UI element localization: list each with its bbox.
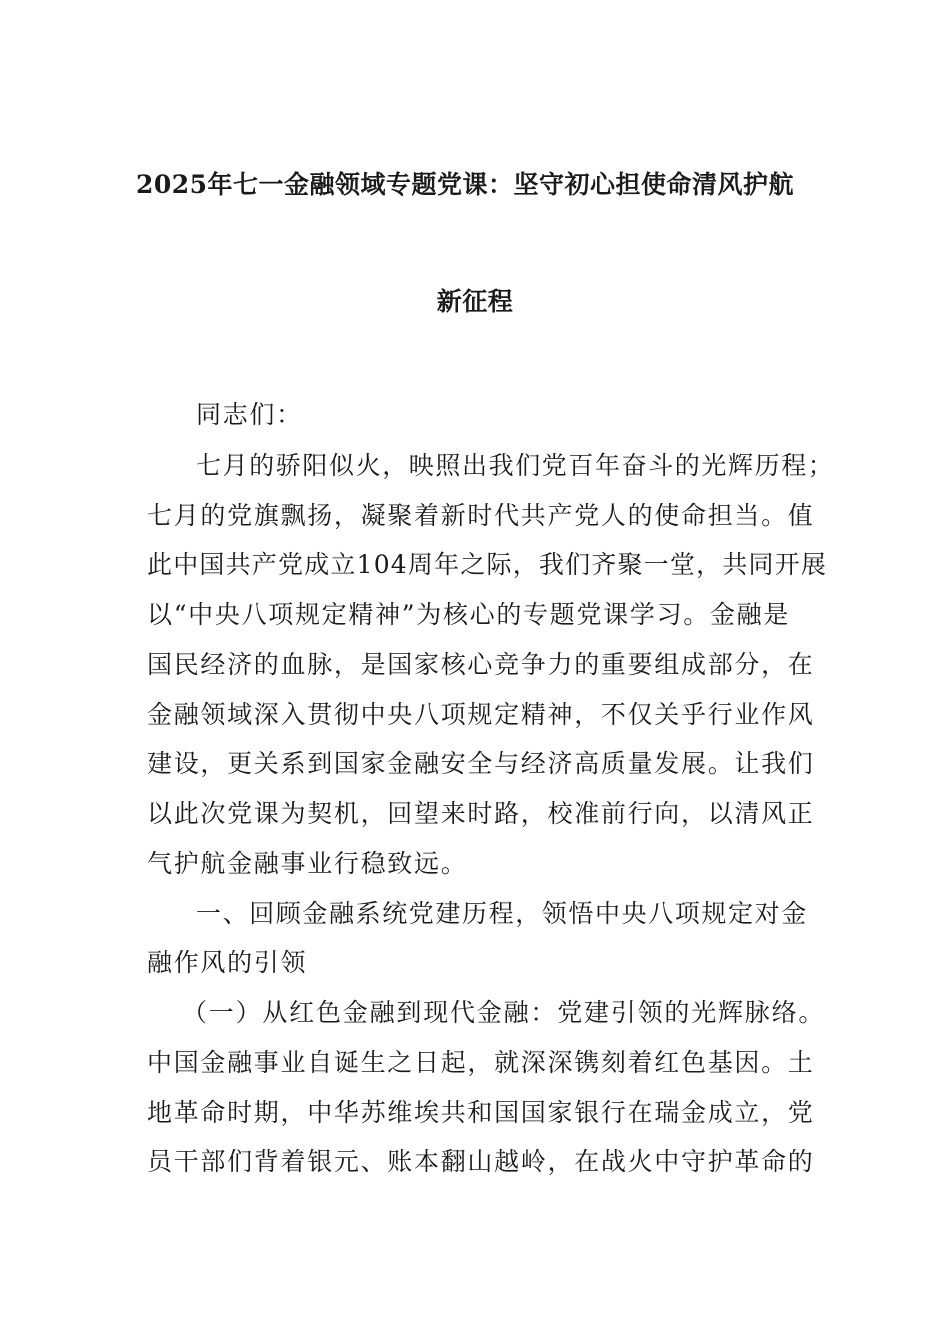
paragraph-line: 国民经济的血脉，是国家核心竞争力的重要组成部分，在 — [147, 650, 815, 679]
paragraph-line: 员干部们背着银元、账本翻山越岭，在战火中守护革命的 — [147, 1147, 815, 1176]
salutation: 同志们： — [196, 400, 303, 429]
document-title-line-1: 2025年七一金融领域专题党课：坚守初心担使命清风护航 — [135, 170, 795, 199]
subsection-heading: （一）从红色金融到现代金融：党建引领的光辉脉络。 — [182, 998, 826, 1027]
paragraph-line: 金融领域深入贯彻中央八项规定精神，不仅关乎行业作风 — [147, 700, 815, 729]
document-title-line-2: 新征程 — [436, 287, 514, 316]
paragraph-line: 七月的骄阳似火，映照出我们党百年奋斗的光辉历程； — [196, 451, 835, 480]
paragraph-line: 气护航金融事业行稳致远。 — [147, 849, 468, 878]
paragraph-line: 中国金融事业自诞生之日起，就深深镌刻着红色基因。土 — [147, 1048, 815, 1077]
paragraph-line: 地革命时期，中华苏维埃共和国国家银行在瑞金成立，党 — [147, 1098, 815, 1127]
paragraph-line: 建设，更关系到国家金融安全与经济高质量发展。让我们 — [147, 749, 815, 778]
paragraph-line: 七月的党旗飘扬，凝聚着新时代共产党人的使命担当。值 — [147, 501, 815, 530]
section-heading: 融作风的引领 — [147, 948, 308, 977]
paragraph-line: 此中国共产党成立104周年之际，我们齐聚一堂，共同开展 — [147, 550, 828, 579]
section-heading: 一、回顾金融系统党建历程，领悟中央八项规定对金 — [196, 899, 808, 928]
paragraph-line: 以此次党课为契机，回望来时路，校准前行向，以清风正 — [147, 799, 815, 828]
paragraph-line: 以“中央八项规定精神”为核心的专题党课学习。金融是 — [147, 600, 791, 629]
